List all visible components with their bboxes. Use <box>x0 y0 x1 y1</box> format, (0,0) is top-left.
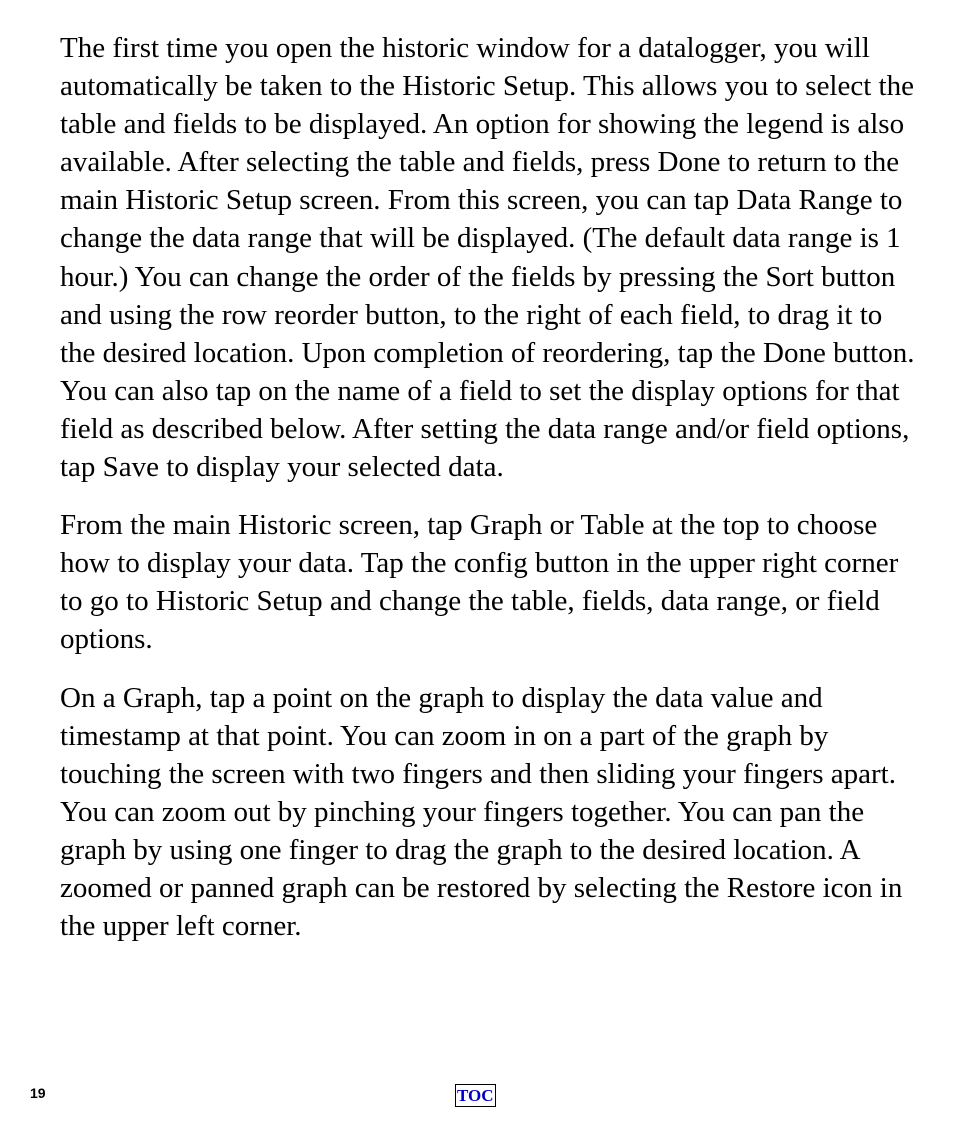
document-body <box>60 29 920 965</box>
paragraph-graph-gestures: On a Graph, tap a point on the graph to display the data value and timestamp at that point. You can zoom in on a part of the graph by touching the screen with two fingers and then sliding your fingers apart. You can zoom out by pinching your fingers together. You can pan the graph by using one finger to drag the graph to the desired location. A zoomed or panned graph can be restored by selecting the Restore icon in the upper left corner. <box>60 681 903 943</box>
toc-link[interactable]: TOC <box>457 1086 494 1105</box>
paragraph-graph-or-table: From the main Historic screen, tap Graph or Table at the top to choose how to display your data. Tap the config button in the upper right corner to go to Historic Setup and change the table, fields, data range, or field options. <box>60 509 899 656</box>
page-number: 19 <box>30 1085 46 1101</box>
paragraph-historic-setup: The first time you open the historic window for a datalogger, you will automatically be taken to the Historic Setup. This allows you to select the table and fields to be displayed. An option for showing the legend is also available. After selecting the table and fields, press Done to return to the main Historic Setup screen. From this screen, you can tap Data Range to change the data range that will be displayed. (The default data range is 1 hour.) You can change the order of the fields by pressing the Sort button and using the row reorder button, to the right of each field, to drag it to the desired location. Upon completion of reordering, tap the Done button. You can also tap on the name of a field to set the display options for that field as described below. After setting the data range and/or field options, tap Save to display your selected data. <box>60 32 915 484</box>
